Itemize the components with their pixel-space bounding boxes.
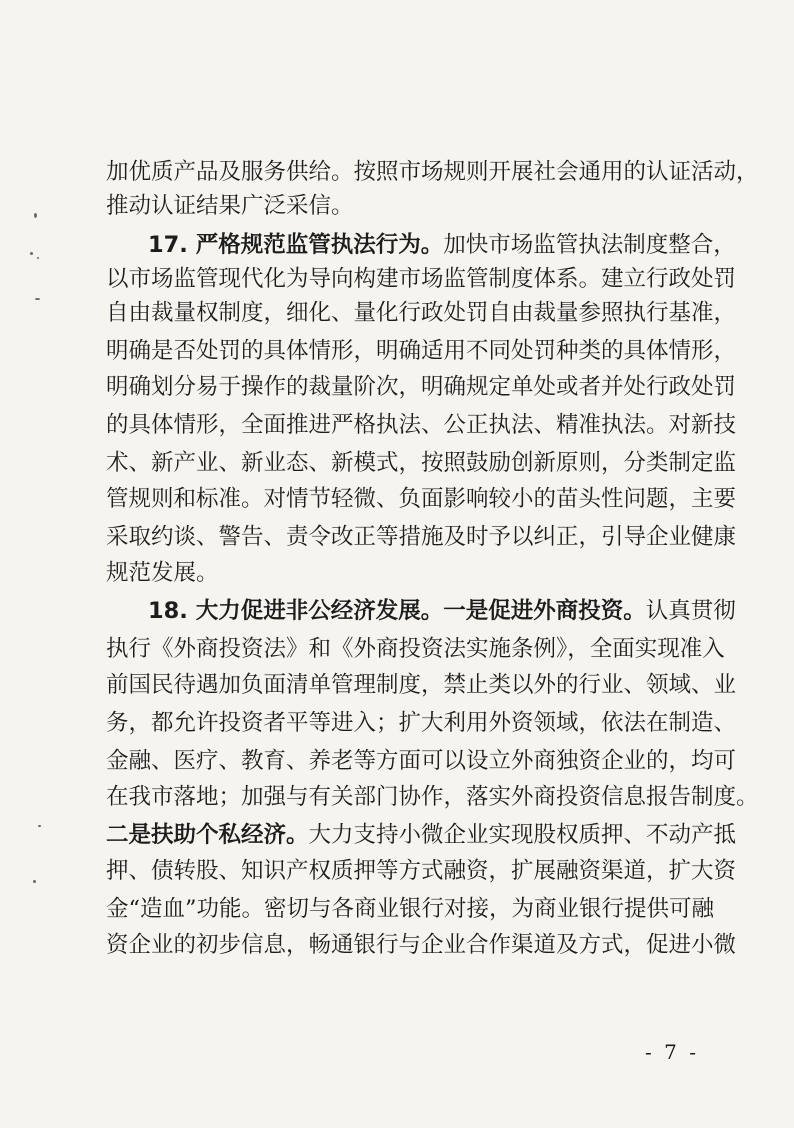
- body-text-segment: 大力支持小微企业实现股权质押、不动产抵: [308, 822, 737, 848]
- body-text-segment: 以市场监管现代化为导向构建市场监管制度体系。建立行政处罚: [106, 266, 737, 292]
- text-line: [106, 372, 737, 402]
- scan-speck: [33, 880, 36, 883]
- scan-speck: [38, 825, 41, 827]
- text-line: [106, 191, 694, 221]
- body-text-segment: 加优质产品及服务供给。按照市场规则开展社会通用的认证活动，: [106, 159, 759, 185]
- text-line: [106, 670, 737, 700]
- text-line: [106, 930, 737, 960]
- text-line: [106, 894, 715, 924]
- bold-heading-text: 18. 大力促进非公经济发展。一是促进外商投资。: [148, 598, 646, 624]
- body-text-segment: 执行《外商投资法》和《外商投资法实施条例》，全面实现准入: [106, 636, 725, 662]
- body-text-segment: 金“造血”功能。密切与各商业银行对接，为商业银行提供可融: [106, 896, 715, 922]
- body-text-segment: 务，都允许投资者平等进入；扩大利用外资领域，依法在制造、: [106, 710, 737, 736]
- body-text-segment: 采取约谈、警告、责令改正等措施及时予以纠正，引导企业健康: [106, 524, 737, 550]
- text-line: [106, 634, 725, 664]
- text-line: [106, 820, 737, 850]
- body-text-segment: 的具体情形，全面推进严格执法、公正执法、精准执法。对新技: [106, 412, 737, 438]
- body-text-segment: 推动认证结果广泛采信。: [106, 193, 354, 219]
- text-line: [106, 264, 737, 294]
- body-text-segment: 自由裁量权制度，细化、量化行政处罚自由裁量参照执行基准，: [106, 300, 737, 326]
- body-text-segment: 资企业的初步信息，畅通银行与企业合作渠道及方式，促进小微: [106, 932, 737, 958]
- body-text-segment: 术、新产业、新业态、新模式，按照鼓励创新原则，分类制定监: [106, 450, 737, 476]
- body-text-segment: 加快市场监管执法制度整合，: [443, 232, 736, 258]
- scan-speck: [37, 257, 39, 259]
- text-line: [148, 230, 736, 260]
- text-line: [106, 157, 759, 187]
- text-line: [106, 746, 737, 776]
- text-line: [106, 448, 737, 478]
- text-line: [106, 522, 737, 552]
- text-line: [106, 782, 759, 812]
- text-line: [106, 856, 737, 886]
- bold-heading-text: 二是扶助个私经济。: [106, 822, 309, 848]
- body-text-segment: 金融、医疗、教育、养老等方面可以设立外商独资企业的，均可: [106, 748, 737, 774]
- text-line: [106, 336, 737, 366]
- body-text-segment: 明确划分易于操作的裁量阶次，明确规定单处或者并处行政处罚: [106, 374, 737, 400]
- scan-speck: [30, 252, 33, 255]
- body-text-segment: 认真贯彻: [645, 598, 736, 624]
- body-text-segment: 前国民待遇加负面清单管理制度，禁止类以外的行业、领域、业: [106, 672, 737, 698]
- scan-speck: [35, 298, 40, 300]
- text-line: [106, 708, 737, 738]
- text-line: [106, 558, 694, 588]
- body-text-segment: 明确是否处罚的具体情形，明确适用不同处罚种类的具体情形，: [106, 338, 737, 364]
- page-number: - 7 -: [645, 1040, 699, 1064]
- text-line: [106, 484, 737, 514]
- scan-speck: [34, 213, 37, 218]
- text-line: [148, 596, 736, 626]
- text-line: [106, 410, 737, 440]
- bold-heading-text: 17. 严格规范监管执法行为。: [148, 232, 444, 258]
- body-text-segment: 在我市落地；加强与有关部门协作，落实外商投资信息报告制度。: [106, 784, 759, 810]
- body-text-segment: 管规则和标准。对情节轻微、负面影响较小的苗头性问题，主要: [106, 486, 737, 512]
- body-text-segment: 规范发展。: [106, 560, 219, 586]
- body-text-segment: 押、债转股、知识产权质押等方式融资，扩展融资渠道，扩大资: [106, 858, 737, 884]
- text-line: [106, 298, 737, 328]
